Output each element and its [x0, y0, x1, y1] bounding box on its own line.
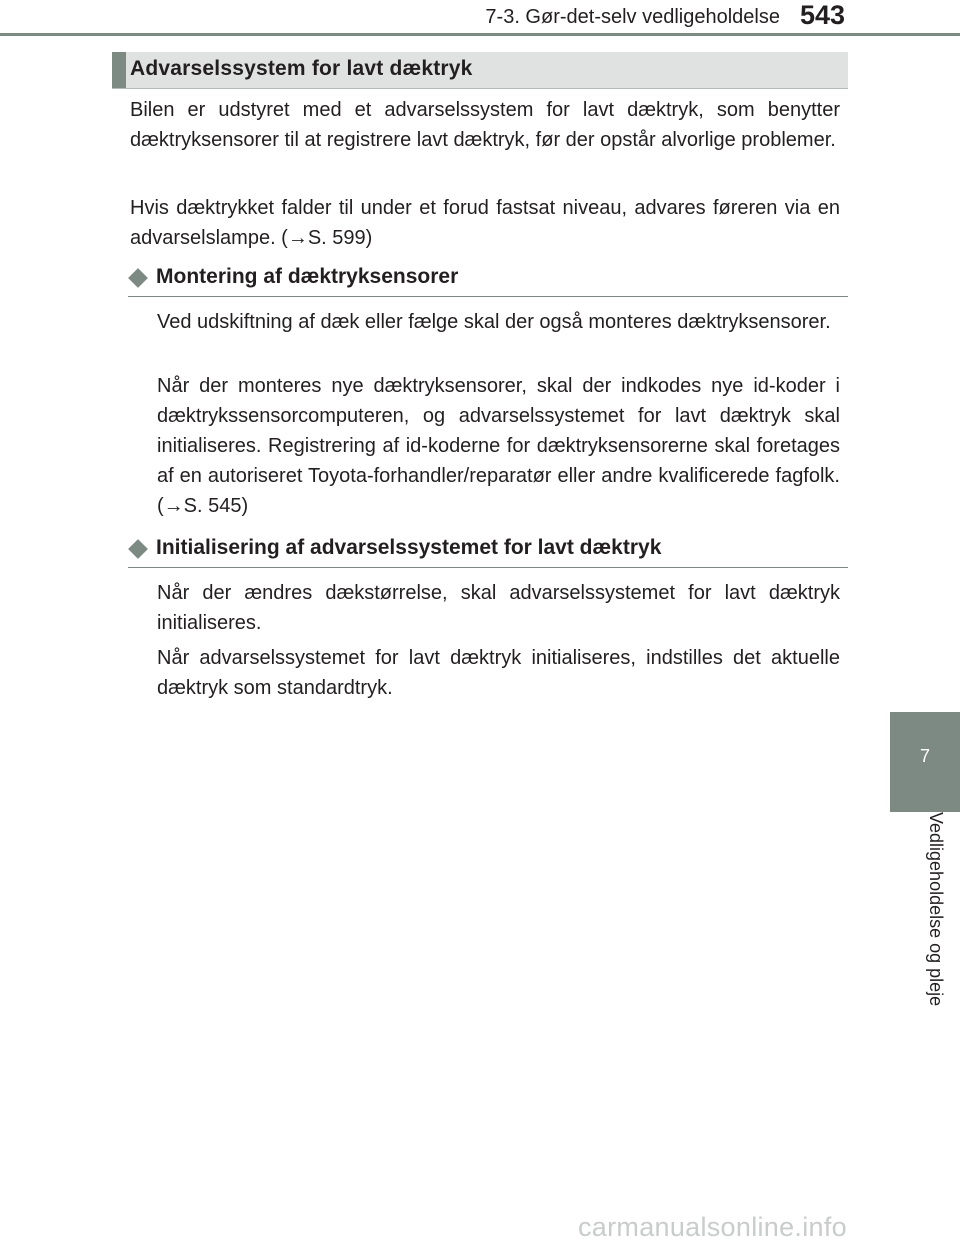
running-header: 7-3. Gør-det-selv vedligeholdelse	[485, 6, 780, 28]
chapter-title: Vedligeholdelse og pleje	[926, 812, 946, 1007]
init-paragraph-1: Når der ændres dækstørrelse, skal advarselssystemet for lavt dæktryk initialiseres.	[157, 582, 840, 634]
page-number: 543	[800, 0, 846, 30]
section-title: Advarselssystem for lavt dæktryk	[130, 57, 473, 80]
subsection-title: Montering af dæktryksensorer	[156, 265, 459, 288]
init-paragraph-2: Når advarselssystemet for lavt dæktryk initialiseres, indstilles det aktuelle dæktryk som standardtryk.	[157, 647, 840, 699]
subsection-title: Initialisering af advarselssystemet for lavt dæktryk	[156, 536, 662, 559]
watermark: carmanualsonline.info	[578, 1212, 847, 1242]
chapter-number: 7	[919, 746, 930, 766]
diamond-bullet-icon	[128, 268, 148, 288]
intro-paragraph-1: Bilen er udstyret med et advarselssystem for lavt dæktryk, som benytter dæktryksensorer til at registrere lavt dæktryk, før der opstår alvorlige problemer.	[130, 99, 840, 151]
chapter-tab	[890, 712, 960, 812]
header-rule	[0, 33, 960, 36]
diamond-bullet-icon	[128, 539, 148, 559]
intro-paragraph-2: Hvis dæktrykket falder til under et forud fastsat niveau, advares føreren via en advarselslampe. (→S. 599)	[130, 197, 840, 249]
section-bar-accent	[112, 52, 126, 88]
subsection-heading-initialisation	[128, 533, 848, 568]
subsection-heading-sensors	[128, 262, 848, 297]
sensors-paragraph-1: Ved udskiftning af dæk eller fælge skal der også monteres dæktryksensorer.	[157, 311, 831, 333]
chapter-sidebar	[890, 812, 960, 1042]
sensors-paragraph-2: Når der monteres nye dæktryksensorer, skal der indkodes nye id-koder i dæktrykssensorcomputeren, og advarselssystemet for lavt dæktryk skal initialiseres. Registrering af id-koderne for dæktryksensorerne skal foretages af en autoriseret Toyota-forhandler/reparatør eller andre kvalificerede fagfolk. (→S. 545)	[157, 375, 840, 517]
section-heading-bar	[112, 52, 848, 89]
